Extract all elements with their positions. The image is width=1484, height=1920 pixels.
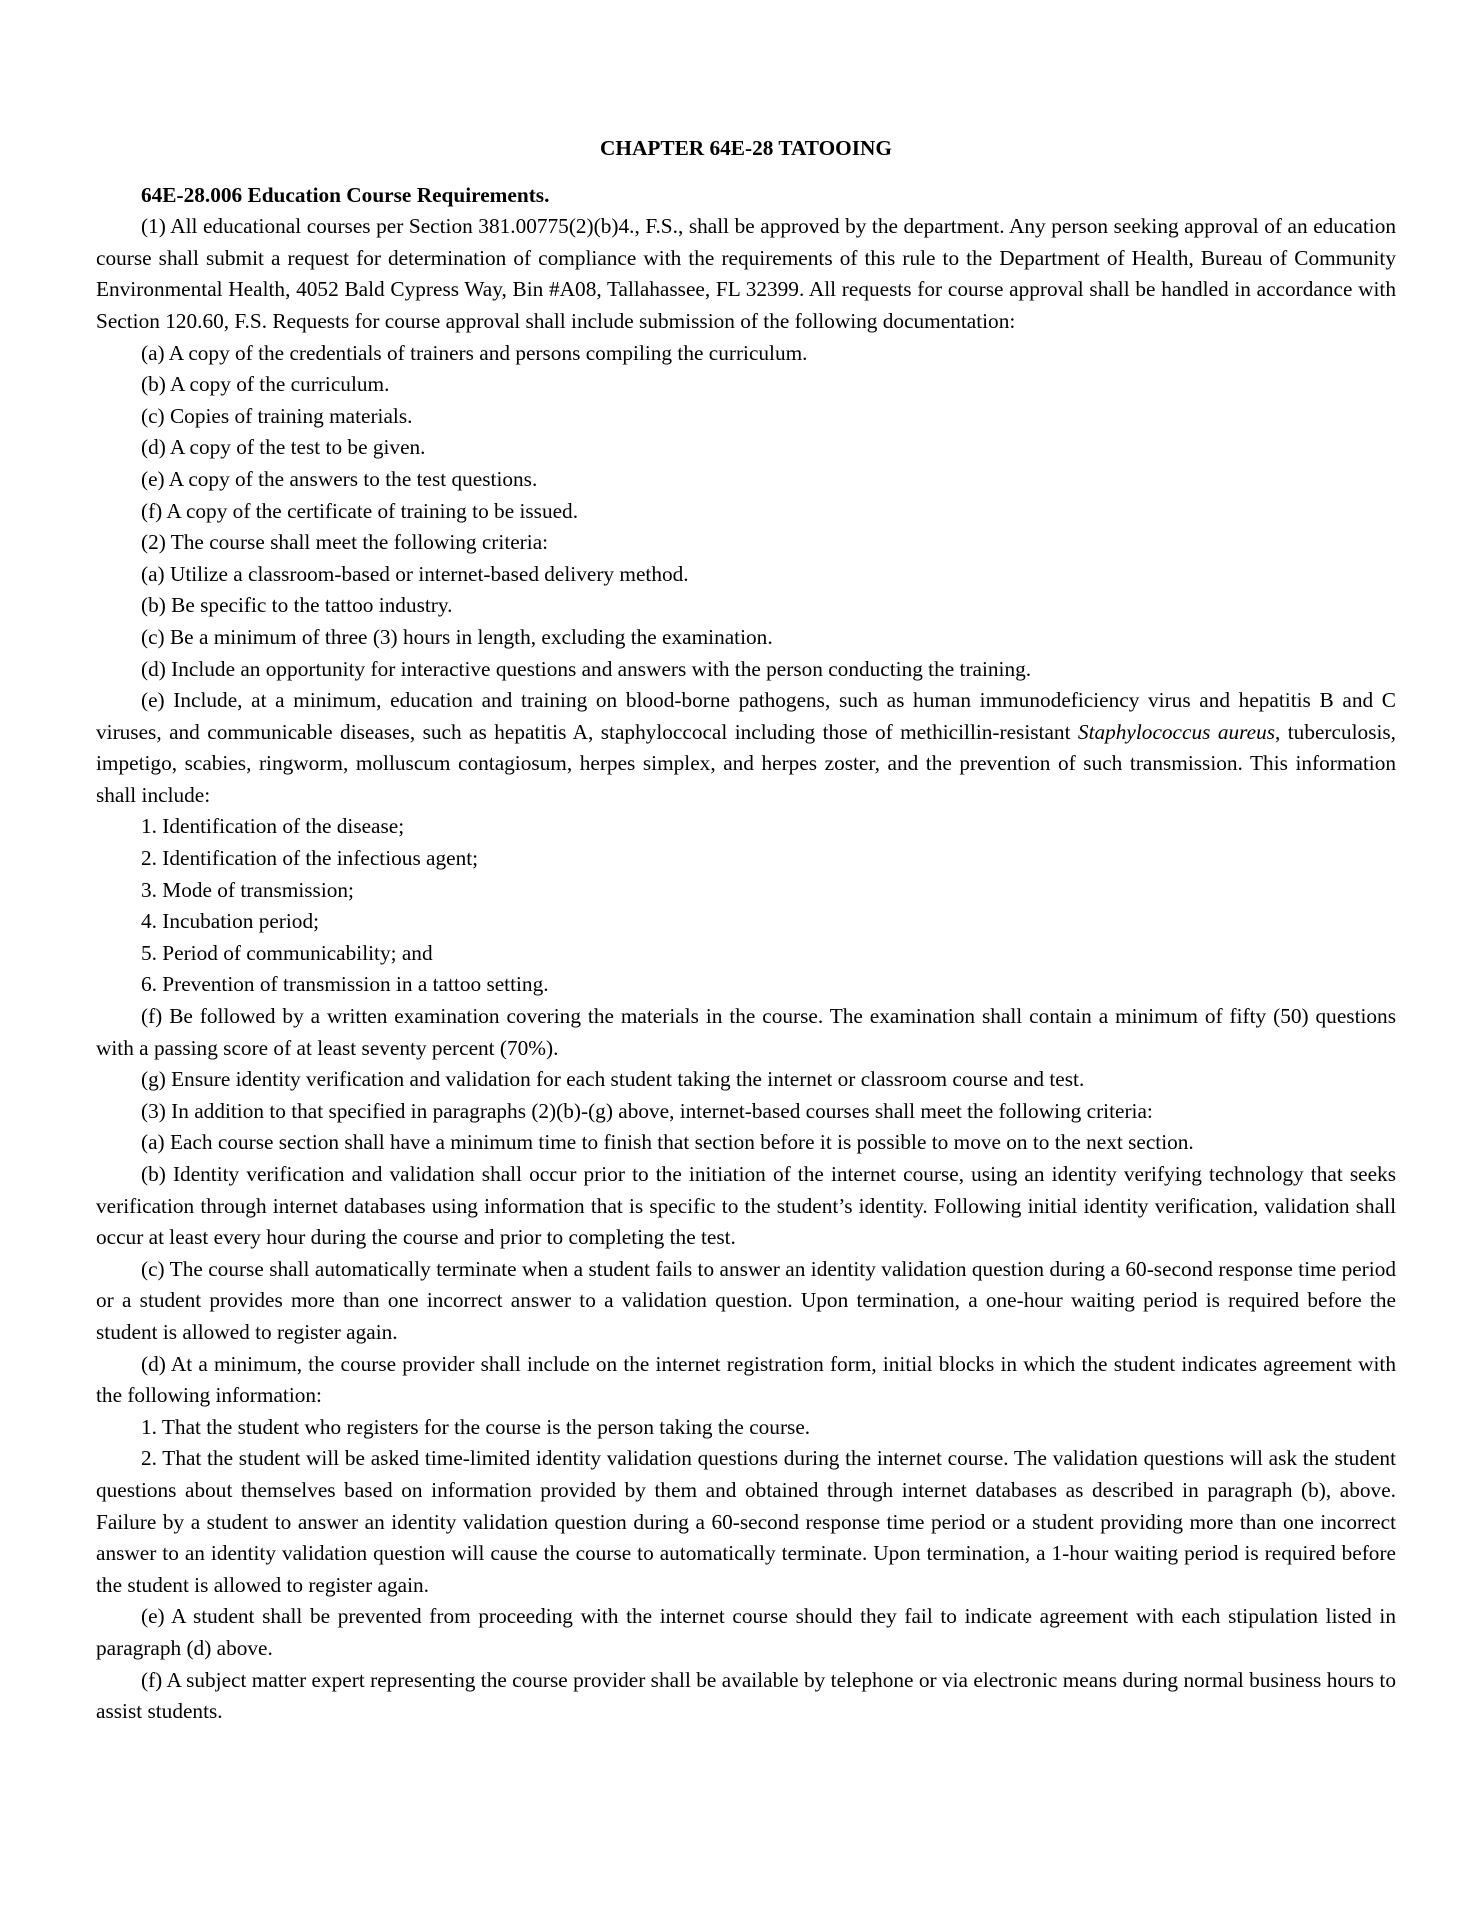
list-item: (b) Be specific to the tattoo industry. <box>141 593 453 618</box>
section-title: 64E-28.006 Education Course Requirements. <box>141 182 550 207</box>
list-item: 3. Mode of transmission; <box>141 877 354 902</box>
list-item: 6. Prevention of transmission in a tattoo setting. <box>141 972 549 997</box>
list-item: (3) In addition to that specified in paragraphs (2)(b)-(g) above, internet-based courses shall meet the following criteria: <box>141 1098 1153 1123</box>
list-item: (a) Each course section shall have a minimum time to finish that section before it is possible to move on to the next section. <box>141 1130 1194 1155</box>
document-page <box>96 133 1396 1728</box>
list-item: (a) Utilize a classroom-based or internet-based delivery method. <box>141 561 689 586</box>
paragraph: (f) A subject matter expert representing the course provider shall be available by telephone or via electronic means during normal business hours to assist students. <box>96 1667 1396 1724</box>
list-item: 1. Identification of the disease; <box>141 814 405 839</box>
paragraph: (b) Identity verification and validation shall occur prior to the initiation of the internet course, using an identity verifying technology that seeks verification through internet databases using information that is specific to the student’s identity. Following initial identity verification, validation shall occur at least every hour during the course and prior to completing the test. <box>96 1162 1396 1250</box>
list-item: (c) Copies of training materials. <box>141 403 413 428</box>
paragraph: (d) At a minimum, the course provider shall include on the internet registration form, initial blocks in which the student indicates agreement with the following information: <box>96 1351 1396 1408</box>
paragraph-text: , tuberculosis, impetigo, scabies, ringworm, molluscum contagiosum, herpes simplex, and herpes zoster, and the prevention of such transmission. This information shall include: <box>96 719 1397 807</box>
paragraph-text: (e) Include, at a minimum, education and training on blood-borne pathogens, such as human immunodeficiency virus and hepatitis B and C viruses, and communicable diseases, such as hepatitis A, staphyloccocal including those of methicillin-resistant <box>96 688 1396 744</box>
list-item: (g) Ensure identity verification and validation for each student taking the internet or classroom course and test. <box>141 1067 1085 1092</box>
paragraph: 2. That the student will be asked time-limited identity validation questions during the internet course. The validation questions will ask the student questions about themselves based on information provided by them and obtained through internet databases as described in paragraph (b), above. Failure by a student to answer an identity validation question during a 60-second response time period or a student providing more than one incorrect answer to an identity validation question will cause the course to automatically terminate. Upon termination, a 1-hour waiting period is required before the student is allowed to register again. <box>96 1446 1396 1597</box>
list-item: (e) A copy of the answers to the test questions. <box>141 466 538 491</box>
paragraph: (1) All educational courses per Section 381.00775(2)(b)4., F.S., shall be approved by the department. Any person seeking approval of an education course shall submit a request for determination of compliance with the requirements of this rule to the Department of Health, Bureau of Community Environmental Health, 4052 Bald Cypress Way, Bin #A08, Tallahassee, FL 32399. All requests for course approval shall be handled in accordance with Section 120.60, F.S. Requests for course approval shall include submission of the following documentation: <box>96 214 1396 333</box>
list-item: (f) A copy of the certificate of training to be issued. <box>141 498 579 523</box>
list-item: (d) A copy of the test to be given. <box>141 435 426 460</box>
list-item: 1. That the student who registers for the course is the person taking the course. <box>141 1414 811 1439</box>
paragraph-block-2 <box>96 811 1396 1727</box>
paragraph: (c) The course shall automatically terminate when a student fails to answer an identity validation question during a 60-second response time period or a student provides more than one incorrect answer to a validation question. Upon termination, a one-hour waiting period is required before the student is allowed to register again. <box>96 1256 1396 1344</box>
paragraph-block-1 <box>96 211 1396 685</box>
paragraph: (e) A student shall be prevented from proceeding with the internet course should they fail to indicate agreement with each stipulation listed in paragraph (d) above. <box>96 1604 1396 1660</box>
list-item: (2) The course shall meet the following criteria: <box>141 530 549 555</box>
list-item: (d) Include an opportunity for interactive questions and answers with the person conducting the training. <box>141 656 1032 681</box>
italic-species-name: Staphylococcus aureus <box>1077 719 1276 744</box>
chapter-title: CHAPTER 64E-28 TATOOING <box>600 136 892 160</box>
list-item: 2. Identification of the infectious agent; <box>141 846 479 871</box>
list-item: (c) Be a minimum of three (3) hours in length, excluding the examination. <box>141 624 773 649</box>
paragraph: (f) Be followed by a written examination covering the materials in the course. The examination shall contain a minimum of fifty (50) questions with a passing score of at least seventy percent (70%). <box>96 1004 1396 1060</box>
list-item: 5. Period of communicability; and <box>141 940 433 965</box>
list-item: (b) A copy of the curriculum. <box>141 372 390 397</box>
list-item: (a) A copy of the credentials of trainers and persons compiling the curriculum. <box>141 340 808 365</box>
list-item: 4. Incubation period; <box>141 909 320 934</box>
paragraph-e-diseases <box>96 685 1396 811</box>
